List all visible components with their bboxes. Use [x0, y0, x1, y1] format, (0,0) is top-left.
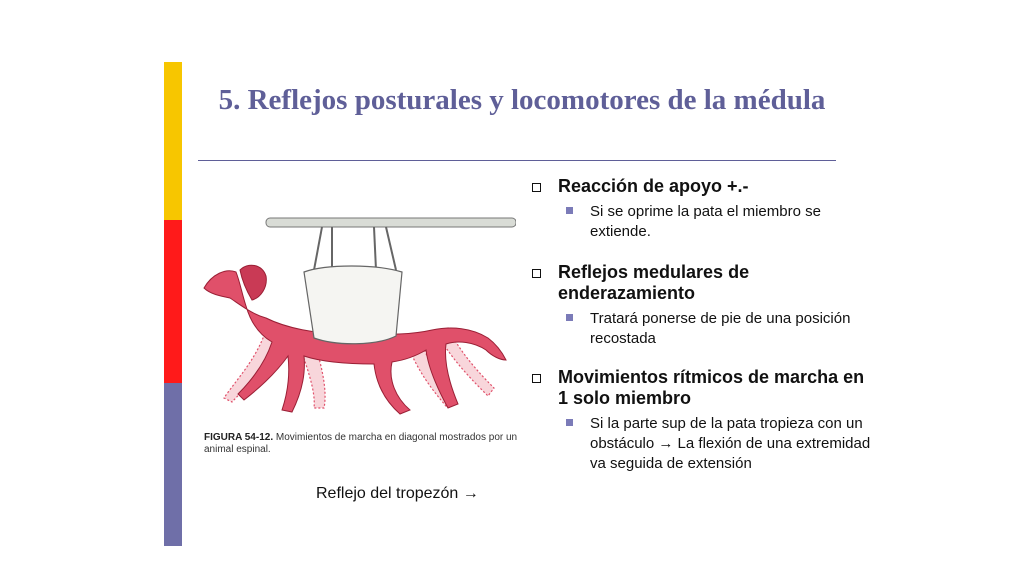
bullet-title: Movimientos rítmicos de marcha en 1 solo miembro: [558, 367, 865, 408]
filled-square-icon: [566, 207, 573, 214]
square-bullet-icon: [532, 183, 541, 192]
title-divider: [198, 160, 836, 161]
bullet-title: Reflejos medulares de enderazamiento: [558, 262, 750, 303]
sling: [304, 266, 402, 344]
sub-bullet-text: Si la parte sup de la pata tropieza con un obstáculo → La flexión de una extremidad va seguida de extensión: [590, 415, 871, 472]
bullet-list: [532, 176, 877, 494]
filled-square-icon: [566, 314, 573, 321]
sub-bullet-text: Si se oprime la pata el miembro se extiende.: [590, 203, 821, 240]
accent-bar-red: [164, 220, 182, 383]
sub-bullet: [566, 309, 877, 349]
accent-bar-yellow: [164, 62, 182, 220]
square-bullet-icon: [532, 269, 541, 278]
bullet-item: [532, 367, 877, 474]
sub-bullet: [566, 414, 877, 474]
square-bullet-icon: [532, 374, 541, 383]
caption-text: Movimientos de marcha en diagonal mostrados por un animal espinal.: [204, 432, 518, 455]
bullet-item: [532, 176, 877, 242]
suspension-pole: [266, 218, 516, 270]
filled-square-icon: [566, 419, 573, 426]
figure-caption: [204, 432, 544, 456]
accent-bar-blue: [164, 383, 182, 546]
dog-illustration: [196, 210, 516, 438]
bullet-item: [532, 262, 877, 349]
bullet-title: Reacción de apoyo +.-: [558, 176, 749, 196]
dog-figure: [196, 210, 516, 438]
caption-label: FIGURA 54-12.: [204, 432, 274, 443]
sub-bullet: [566, 202, 877, 242]
slide-title: 5. Reflejos posturales y locomotores de la médula: [218, 84, 826, 116]
side-note: Reflejo del tropezón →: [316, 485, 479, 502]
sub-bullet-text: Tratará ponerse de pie de una posición recostada: [590, 310, 851, 347]
